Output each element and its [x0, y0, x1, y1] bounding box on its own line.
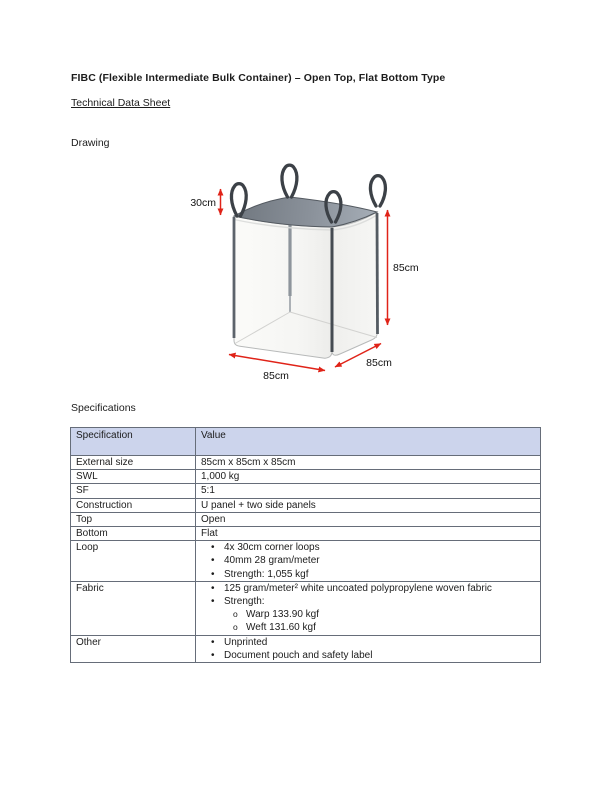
bullet-icon: • — [211, 649, 215, 661]
table-row — [71, 527, 541, 541]
value-line — [201, 621, 536, 634]
value-text: Flat — [201, 528, 218, 540]
bullet-icon: • — [211, 555, 215, 567]
corner-strap-right — [377, 213, 378, 334]
value-text: Strength: 1,055 kgf — [224, 568, 309, 580]
bag-depth-label: 85cm — [366, 357, 392, 369]
bullet-icon: • — [211, 542, 215, 554]
document-title: FIBC (Flexible Intermediate Bulk Container) – Open Top, Flat Bottom Type — [71, 72, 446, 84]
table-row — [71, 541, 541, 582]
value-text: 40mm 28 gram/meter — [224, 555, 320, 567]
spec-cell: SWL — [71, 470, 196, 484]
value-text: Weft 131.60 kgf — [246, 622, 316, 634]
value-cell — [196, 527, 541, 541]
specifications-section-label: Specifications — [71, 402, 136, 414]
bullet-icon: • — [211, 582, 215, 594]
table-row — [71, 581, 541, 635]
spec-cell: Bottom — [71, 527, 196, 541]
value-text: 5:1 — [201, 485, 215, 497]
drawing-section-label: Drawing — [71, 137, 110, 149]
value-text: Warp 133.90 kgf — [246, 609, 320, 621]
value-line — [201, 470, 536, 483]
bag-height-label: 85cm — [393, 262, 419, 274]
value-line — [201, 513, 536, 526]
value-text: 125 gram/meter² white uncoated polypropylene woven fabric — [224, 582, 492, 594]
value-line — [201, 554, 536, 567]
bag-width-arrow — [229, 355, 325, 371]
spec-cell: Loop — [71, 541, 196, 582]
value-cell — [196, 484, 541, 498]
value-text: Strength: — [224, 596, 265, 608]
sub-bullet-icon: o — [233, 622, 238, 633]
value-line — [201, 541, 536, 554]
value-line — [201, 568, 536, 581]
value-line — [201, 527, 536, 540]
table-row — [71, 484, 541, 498]
value-cell — [196, 635, 541, 662]
spec-cell: External size — [71, 456, 196, 470]
table-row — [71, 456, 541, 470]
spec-cell: Fabric — [71, 581, 196, 635]
specifications-table — [70, 427, 541, 663]
table-row — [71, 635, 541, 662]
bag-front-face — [234, 216, 332, 358]
value-line — [201, 499, 536, 512]
value-text: 1,000 kg — [201, 471, 240, 483]
spec-cell: SF — [71, 484, 196, 498]
bullet-icon: • — [211, 596, 215, 608]
value-cell — [196, 512, 541, 526]
bullet-icon: • — [211, 636, 215, 648]
bag-right-face — [332, 212, 378, 355]
spec-cell: Other — [71, 635, 196, 662]
value-line — [201, 484, 536, 497]
value-line — [201, 608, 536, 621]
loop-back-icon — [282, 165, 297, 197]
fibc-bag-drawing — [160, 148, 450, 398]
bag-width-label: 85cm — [263, 370, 289, 382]
value-cell — [196, 541, 541, 582]
value-cell — [196, 498, 541, 512]
value-line — [201, 649, 536, 662]
loop-height-label: 30cm — [190, 197, 216, 209]
spec-cell: Top — [71, 512, 196, 526]
table-header-row — [71, 428, 541, 456]
value-text: 85cm x 85cm x 85cm — [201, 457, 296, 468]
value-line — [201, 636, 536, 649]
value-text: Open — [201, 513, 226, 525]
header-specification: Specification — [71, 428, 196, 456]
header-value: Value — [196, 428, 541, 456]
spec-cell: Construction — [71, 498, 196, 512]
value-line — [201, 582, 536, 595]
bullet-icon: • — [211, 568, 215, 580]
value-line — [201, 456, 536, 469]
sub-bullet-icon: o — [233, 609, 238, 620]
table-row — [71, 512, 541, 526]
value-text: U panel + two side panels — [201, 499, 316, 511]
value-text: 4x 30cm corner loops — [224, 542, 320, 554]
table-row — [71, 470, 541, 484]
loop-right-icon — [370, 176, 385, 206]
value-text: Unprinted — [224, 636, 268, 648]
loop-left-icon — [231, 184, 246, 216]
document-subtitle: Technical Data Sheet — [71, 97, 171, 109]
value-cell — [196, 456, 541, 470]
value-text: Document pouch and safety label — [224, 649, 373, 661]
table-row — [71, 498, 541, 512]
spec-table-body — [71, 456, 541, 663]
value-cell — [196, 470, 541, 484]
value-cell — [196, 581, 541, 635]
value-line — [201, 595, 536, 608]
